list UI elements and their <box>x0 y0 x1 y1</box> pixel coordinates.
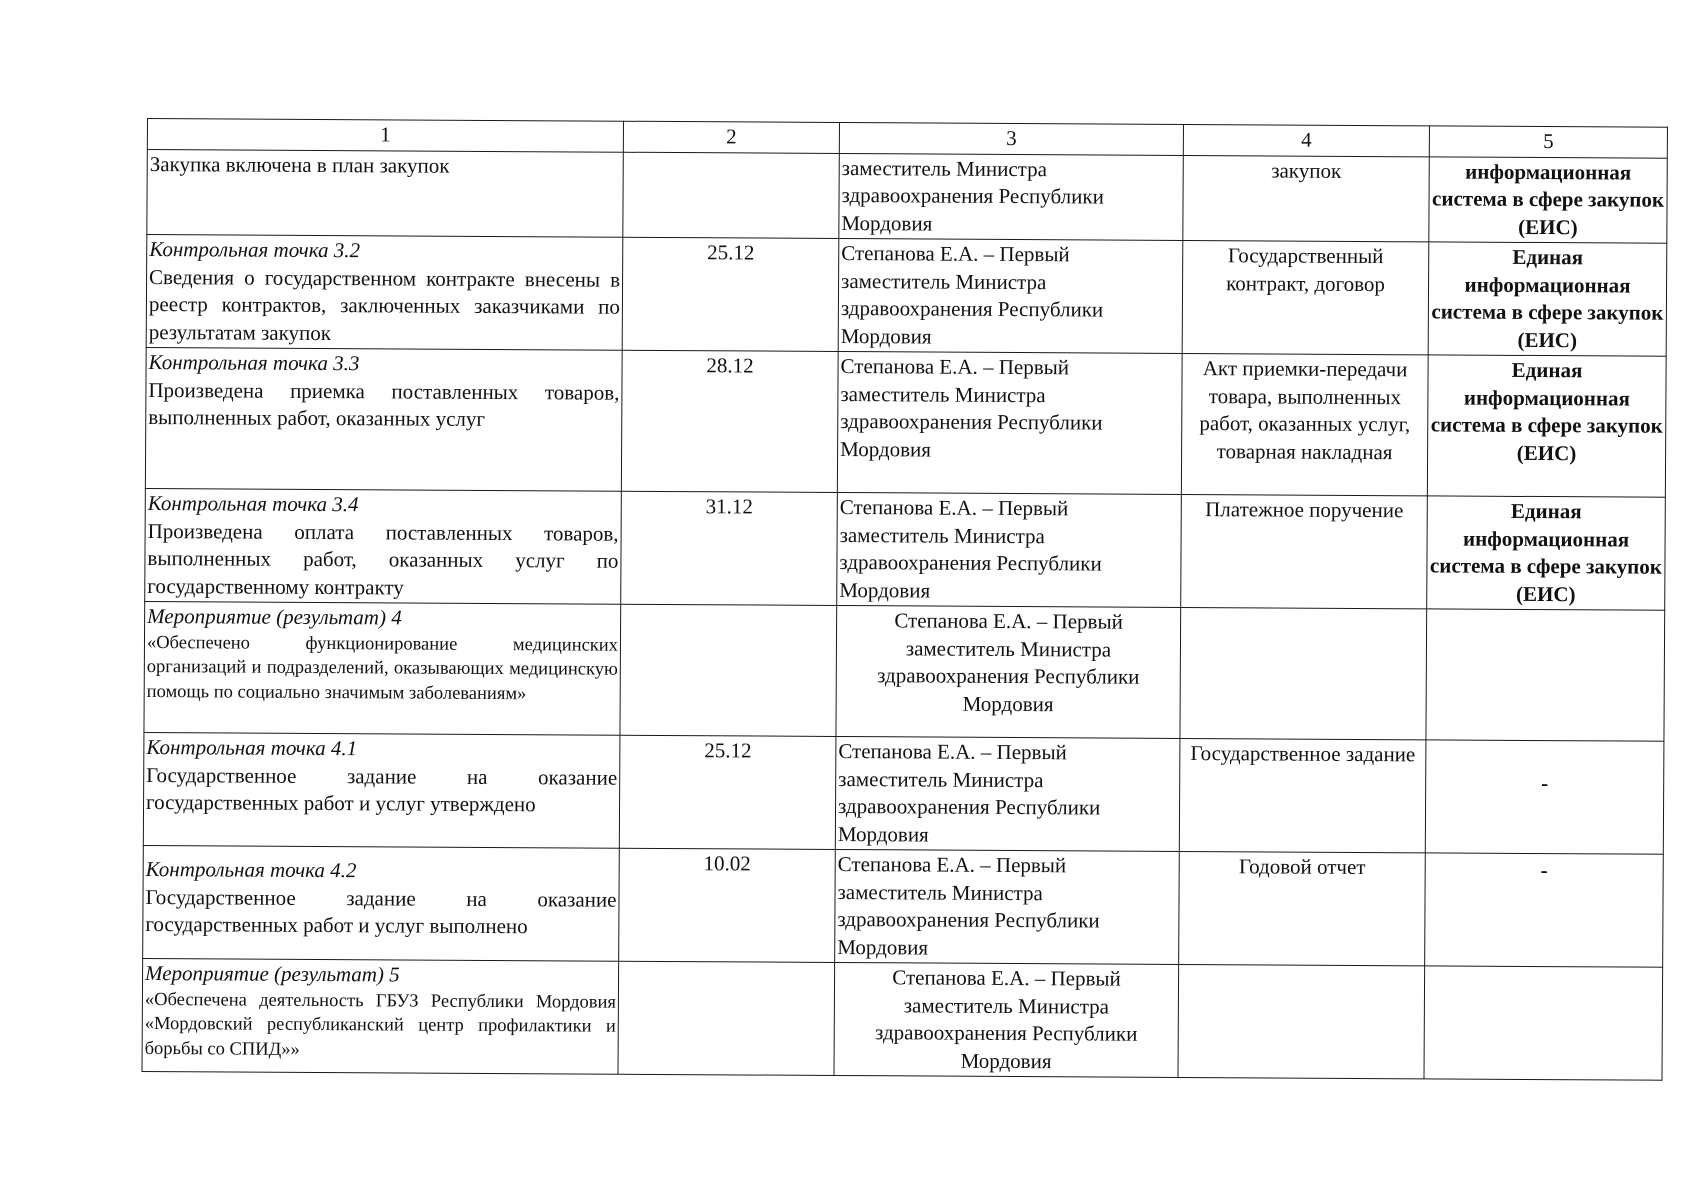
document-type-text: Государственный контракт, договор <box>1226 243 1385 296</box>
info-system-cell <box>1428 242 1667 356</box>
document-type-text: Платежное поручение <box>1205 497 1404 523</box>
item-cell <box>143 732 620 848</box>
info-system-cell <box>1425 853 1664 967</box>
item-text: Закупка включена в план закупок <box>149 151 450 178</box>
deadline-cell <box>623 152 839 239</box>
control-point-label: Контрольная точка 4.2 <box>145 857 357 883</box>
deadline-cell <box>618 961 835 1075</box>
activity-label: Мероприятие (результат) 4 <box>147 604 402 630</box>
table-row <box>143 845 1664 967</box>
info-system-text: - <box>1541 771 1549 796</box>
item-cell <box>143 845 620 961</box>
responsible-text: Степанова Е.А. – Первый заместитель Министра здравоохранения Республики Мордовия <box>837 851 1100 960</box>
info-system-cell <box>1427 496 1666 610</box>
responsible-cell <box>837 351 1182 494</box>
deadline-date: 31.12 <box>705 494 753 519</box>
responsible-cell <box>839 153 1183 240</box>
responsible-text: заместитель Министра здравоохранения Республики Мордовия <box>841 155 1104 236</box>
document-type-text: Годовой отчет <box>1238 854 1366 880</box>
document-type-cell <box>1183 155 1429 242</box>
plan-table <box>142 118 1668 1081</box>
document-type-text: Государственное задание <box>1190 741 1416 767</box>
table-row <box>142 958 1663 1080</box>
table-row <box>144 601 1665 741</box>
item-text: «Обеспечена деятельность ГБУЗ Республики Мордовия «Мордовский республиканский центр профилактики и борьбы со СПИД»» <box>144 989 616 1060</box>
item-cell <box>142 958 619 1074</box>
info-system-cell <box>1426 609 1665 741</box>
table-row <box>146 235 1667 357</box>
info-system-text: Единая информационная система в сфере закупок (ЕИС) <box>1431 244 1664 352</box>
item-cell <box>144 601 621 735</box>
responsible-text: Степанова Е.А. – Первый заместитель Министра здравоохранения Республики Мордовия <box>877 608 1140 716</box>
info-system-text: - <box>1540 858 1548 883</box>
responsible-text: Степанова Е.А. – Первый заместитель Министра здравоохранения Республики Мордовия <box>875 965 1138 1073</box>
document-type-cell <box>1179 738 1426 852</box>
document-type-text: Акт приемки-передачи товара, выполненных работ, оказанных услуг, товарная накладная <box>1199 356 1411 464</box>
column-number: 5 <box>1429 126 1667 158</box>
deadline-date: 10.02 <box>703 851 751 876</box>
info-system-text: Единая информационная система в сфере закупок (ЕИС) <box>1429 498 1662 606</box>
info-system-cell <box>1427 355 1666 497</box>
item-cell <box>147 149 623 237</box>
deadline-cell <box>621 491 838 605</box>
info-system-cell <box>1425 740 1664 854</box>
responsible-cell <box>834 962 1179 1077</box>
info-system-cell <box>1424 966 1663 1080</box>
document-type-text: закупок <box>1271 157 1342 183</box>
responsible-text: Степанова Е.А. – Первый заместитель Министра здравоохранения Республики Мордовия <box>840 241 1104 349</box>
item-text: Произведена оплата поставленных товаров, выполненных работ, оказанных услуг по государственному контракту <box>147 518 619 599</box>
item-text: «Обеспечено функционирование медицинских организаций и подразделений, оказывающих медицинскую помощь по социально значимым заболеваниям» <box>146 632 619 704</box>
item-cell <box>146 235 623 351</box>
info-system-text: Единая информационная система в сфере закупок (ЕИС) <box>1430 357 1663 465</box>
control-point-label: Контрольная точка 4.1 <box>146 735 358 761</box>
document-type-cell <box>1182 240 1429 354</box>
responsible-cell <box>837 492 1182 607</box>
document-sheet <box>142 118 1667 1081</box>
deadline-cell <box>622 237 839 351</box>
column-number: 3 <box>839 122 1183 154</box>
column-number: 2 <box>623 121 839 153</box>
table-row <box>147 149 1667 243</box>
responsible-text: Степанова Е.А. – Первый заместитель Министра здравоохранения Республики Мордовия <box>839 494 1102 603</box>
document-type-cell <box>1181 353 1428 495</box>
deadline-cell <box>620 604 837 736</box>
table-row <box>145 488 1666 610</box>
column-number: 1 <box>147 119 623 152</box>
responsible-cell <box>835 849 1180 964</box>
responsible-cell <box>835 736 1180 851</box>
item-text: Сведения о государственном контракте внесены в реестр контрактов, заключенных заказчиками по результатам закупок <box>148 264 621 345</box>
responsible-cell <box>836 605 1181 738</box>
document-type-cell <box>1181 494 1428 608</box>
item-text: Государственное задание на оказание государственных работ и услуг утверждено <box>145 762 618 817</box>
activity-label: Мероприятие (результат) 5 <box>145 961 400 987</box>
item-text: Государственное задание на оказание государственных работ и услуг выполнено <box>145 884 617 939</box>
item-cell <box>145 488 622 604</box>
document-type-cell <box>1180 607 1427 739</box>
info-system-text: информационная система в сфере закупок (ЕИС) <box>1432 159 1665 239</box>
table-row <box>143 732 1664 854</box>
document-type-cell <box>1178 964 1425 1078</box>
responsible-text: Степанова Е.А. – Первый заместитель Министра здравоохранения Республики Мордовия <box>840 353 1103 462</box>
control-point-label: Контрольная точка 3.4 <box>147 491 359 517</box>
deadline-date: 25.12 <box>704 738 752 763</box>
table-row <box>145 347 1666 497</box>
control-point-label: Контрольная точка 3.3 <box>148 350 360 376</box>
deadline-cell <box>621 350 838 492</box>
control-point-label: Контрольная точка 3.2 <box>149 237 361 263</box>
deadline-date: 25.12 <box>707 240 755 265</box>
info-system-cell <box>1429 156 1667 243</box>
deadline-cell <box>619 848 836 962</box>
column-number: 4 <box>1183 124 1429 156</box>
responsible-cell <box>838 238 1183 353</box>
deadline-date: 28.12 <box>706 353 754 378</box>
document-type-cell <box>1179 851 1426 965</box>
item-cell <box>145 347 622 491</box>
deadline-cell <box>619 735 836 849</box>
item-text: Произведена приемка поставленных товаров, выполненных работ, оказанных услуг <box>148 377 620 431</box>
responsible-text: Степанова Е.А. – Первый заместитель Министра здравоохранения Республики Мордовия <box>837 738 1101 847</box>
